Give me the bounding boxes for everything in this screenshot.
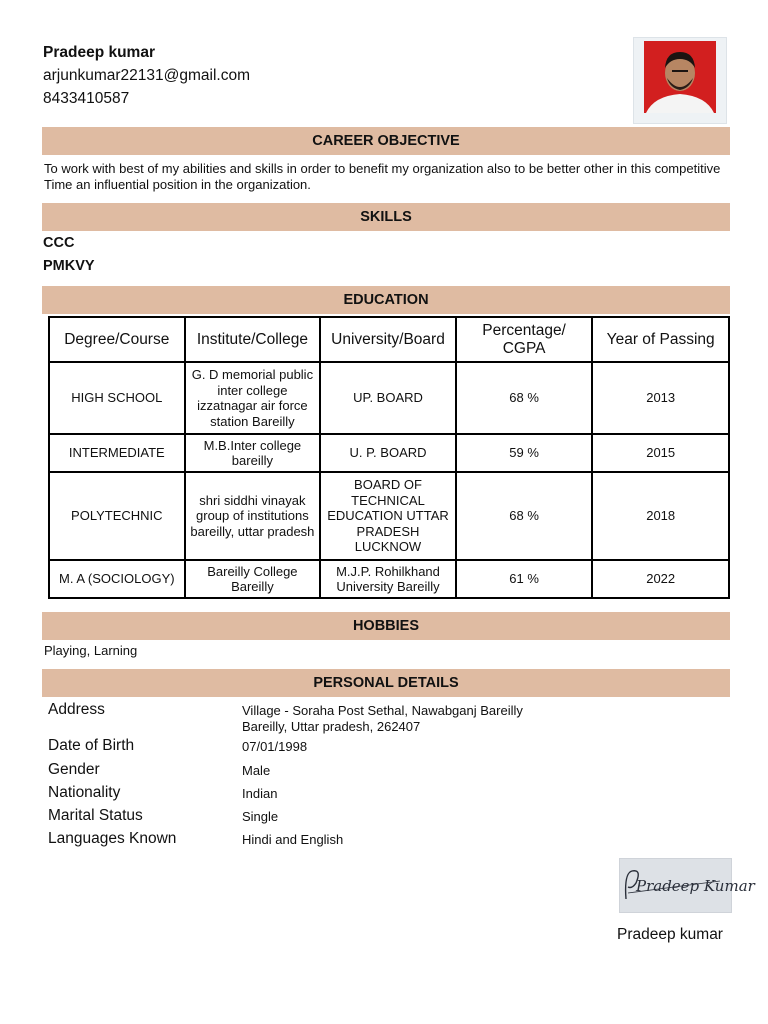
table-cell: Bareilly College Bareilly: [186, 561, 320, 597]
table-cell: M. A (SOCIOLOGY): [50, 561, 184, 597]
table-cell: 2018: [593, 473, 728, 559]
column-header-year: Year of Passing: [593, 318, 728, 361]
signature-name: Pradeep kumar: [617, 926, 723, 943]
education-table: [48, 316, 730, 599]
dob-value: 07/01/1998: [242, 739, 308, 754]
languages-value: Hindi and English: [242, 832, 344, 847]
table-cell: 68 %: [457, 363, 592, 433]
address-label: Address: [48, 701, 105, 718]
table-cell: INTERMEDIATE: [50, 435, 184, 471]
signature-image: [619, 858, 755, 913]
gender-value: Male: [242, 763, 271, 778]
table-cell: BOARD OF TECHNICAL EDUCATION UTTAR PRADESH LUCKNOW: [321, 473, 455, 559]
education-header-row: [50, 318, 728, 361]
table-row: [50, 363, 728, 433]
table-cell: shri siddhi vinayak group of institutions bareilly, uttar pradesh: [186, 473, 320, 559]
candidate-name: Pradeep kumar: [43, 44, 155, 61]
column-header-degree: Degree/Course: [50, 318, 184, 361]
table-cell: 2015: [593, 435, 728, 471]
gender-label: Gender: [48, 761, 100, 778]
column-header-institute: Institute/College: [186, 318, 320, 361]
table-cell: G. D memorial public inter college izzatnagar air force station Bareilly: [186, 363, 320, 433]
column-header-percentage: Percentage/ CGPA: [457, 318, 592, 361]
hobbies-heading: HOBBIES: [42, 612, 730, 640]
table-cell: 68 %: [457, 473, 592, 559]
column-header-university: University/Board: [321, 318, 455, 361]
table-row: [50, 473, 728, 559]
table-row: [50, 435, 728, 471]
address-line-1: Village - Soraha Post Sethal, Nawabganj Bareilly: [242, 703, 523, 718]
skill-item: PMKVY: [43, 258, 95, 274]
nationality-value: Indian: [242, 786, 278, 801]
table-cell: POLYTECHNIC: [50, 473, 184, 559]
candidate-phone: 8433410587: [43, 90, 130, 107]
table-cell: 2022: [593, 561, 728, 597]
table-cell: M.B.Inter college bareilly: [186, 435, 320, 471]
marital-status-label: Marital Status: [48, 807, 143, 824]
languages-label: Languages Known: [48, 830, 177, 847]
table-cell: 61 %: [457, 561, 592, 597]
table-cell: UP. BOARD: [321, 363, 455, 433]
table-row: [50, 561, 728, 597]
table-cell: 59 %: [457, 435, 592, 471]
signature-handwriting: Pradeep Kumar: [636, 877, 755, 895]
table-cell: U. P. BOARD: [321, 435, 455, 471]
address-line-2: Bareilly, Uttar pradesh, 262407: [242, 719, 421, 734]
skill-item: CCC: [43, 235, 75, 251]
career-objective-text: To work with best of my abilities and skills in order to benefit my organization also to be better other in this competitive Time an influential position in the organization.: [44, 161, 721, 192]
candidate-email: arjunkumar22131@gmail.com: [43, 67, 250, 84]
marital-status-value: Single: [242, 809, 279, 824]
table-cell: M.J.P. Rohilkhand University Bareilly: [321, 561, 455, 597]
profile-photo: [633, 37, 727, 124]
table-cell: HIGH SCHOOL: [50, 363, 184, 433]
hobbies-text: Playing, Larning: [44, 643, 138, 658]
dob-label: Date of Birth: [48, 737, 135, 754]
personal-details-heading: PERSONAL DETAILS: [42, 669, 730, 697]
skills-heading: SKILLS: [42, 203, 730, 231]
nationality-label: Nationality: [48, 784, 121, 801]
table-cell: 2013: [593, 363, 728, 433]
career-objective-heading: CAREER OBJECTIVE: [42, 127, 730, 155]
education-heading: EDUCATION: [42, 286, 730, 314]
